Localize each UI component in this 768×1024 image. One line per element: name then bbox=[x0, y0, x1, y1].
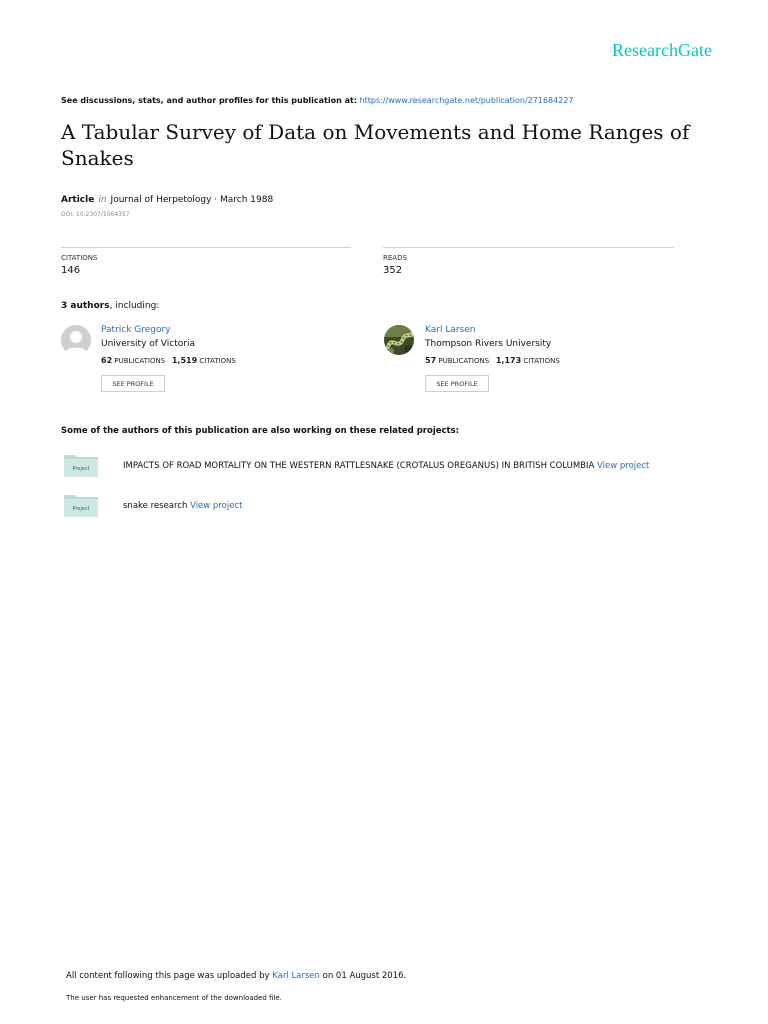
default-avatar-icon bbox=[61, 325, 91, 355]
citations-label: CITATIONS bbox=[61, 254, 98, 262]
article-info bbox=[61, 195, 273, 205]
authors-including: , including: bbox=[109, 301, 160, 311]
citations-label: CITATIONS bbox=[199, 357, 236, 365]
publication-title: A Tabular Survey of Data on Movements and Home Ranges of Snakes bbox=[61, 120, 690, 170]
authors-count: 3 authors bbox=[61, 301, 110, 311]
project-title: snake research bbox=[123, 501, 188, 511]
authors-heading bbox=[61, 301, 159, 311]
upload-info bbox=[66, 971, 406, 981]
author-stats bbox=[425, 356, 560, 365]
publications-label: PUBLICATIONS bbox=[438, 357, 490, 365]
project-item bbox=[123, 461, 649, 471]
project-folder-icon bbox=[64, 493, 98, 517]
publications-count: 57 bbox=[425, 356, 437, 365]
citations-count: 1,173 bbox=[495, 356, 522, 365]
researchgate-logo[interactable]: ResearchGate bbox=[612, 40, 712, 60]
stats-divider-right bbox=[383, 247, 674, 248]
uploaded-suffix: on 01 August 2016. bbox=[322, 971, 407, 981]
citations-value: 146 bbox=[61, 265, 81, 276]
author-stats bbox=[101, 356, 236, 365]
doi-text: DOI: 10.2307/1564357 bbox=[61, 211, 130, 218]
avatar-karl-larsen[interactable] bbox=[384, 325, 414, 355]
article-type: Article bbox=[61, 195, 95, 205]
related-projects-heading: Some of the authors of this publication are also working on these related projects: bbox=[61, 426, 460, 436]
see-profile-button-patrick-gregory[interactable]: SEE PROFILE bbox=[101, 375, 165, 392]
author-institution: University of Victoria bbox=[101, 339, 195, 349]
project-folder-icon bbox=[64, 453, 98, 477]
in-word: in bbox=[98, 195, 107, 205]
view-project-link[interactable]: View project bbox=[190, 501, 243, 511]
author-institution: Thompson Rivers University bbox=[425, 339, 552, 349]
folder-icon bbox=[64, 453, 98, 477]
folder-icon bbox=[64, 493, 98, 517]
publications-label: PUBLICATIONS bbox=[114, 357, 166, 365]
reads-value: 352 bbox=[383, 265, 403, 276]
avatar-patrick-gregory[interactable] bbox=[61, 325, 91, 355]
folder-label: Project bbox=[72, 506, 90, 512]
view-project-link[interactable]: View project bbox=[597, 461, 650, 471]
publication-url-link[interactable]: https://www.researchgate.net/publication/271684227 bbox=[359, 96, 574, 105]
uploaded-prefix: All content following this page was uploaded by bbox=[66, 971, 270, 981]
stats-divider-left bbox=[61, 247, 351, 248]
citations-label: CITATIONS bbox=[523, 357, 560, 365]
author-name-karl-larsen[interactable]: Karl Larsen bbox=[425, 325, 476, 335]
snake-photo-icon bbox=[384, 325, 414, 355]
project-title: IMPACTS OF ROAD MORTALITY ON THE WESTERN RATTLESNAKE (CROTALUS OREGANUS) IN BRITISH COLUMBIA bbox=[123, 461, 595, 471]
see-profile-button-karl-larsen[interactable]: SEE PROFILE bbox=[425, 375, 489, 392]
uploader-link[interactable]: Karl Larsen bbox=[272, 971, 320, 981]
journal-date: Journal of Herpetology · March 1988 bbox=[110, 195, 274, 205]
author-name-patrick-gregory[interactable]: Patrick Gregory bbox=[101, 325, 171, 335]
publications-count: 62 bbox=[101, 356, 113, 365]
enhancement-note: The user has requested enhancement of the downloaded file. bbox=[66, 994, 282, 1002]
publication-url-line bbox=[61, 96, 574, 105]
folder-label: Project bbox=[72, 466, 90, 472]
see-discussions-text: See discussions, stats, and author profiles for this publication at: bbox=[61, 96, 358, 105]
project-item bbox=[123, 501, 242, 511]
citations-count: 1,519 bbox=[171, 356, 198, 365]
reads-label: READS bbox=[383, 254, 407, 262]
